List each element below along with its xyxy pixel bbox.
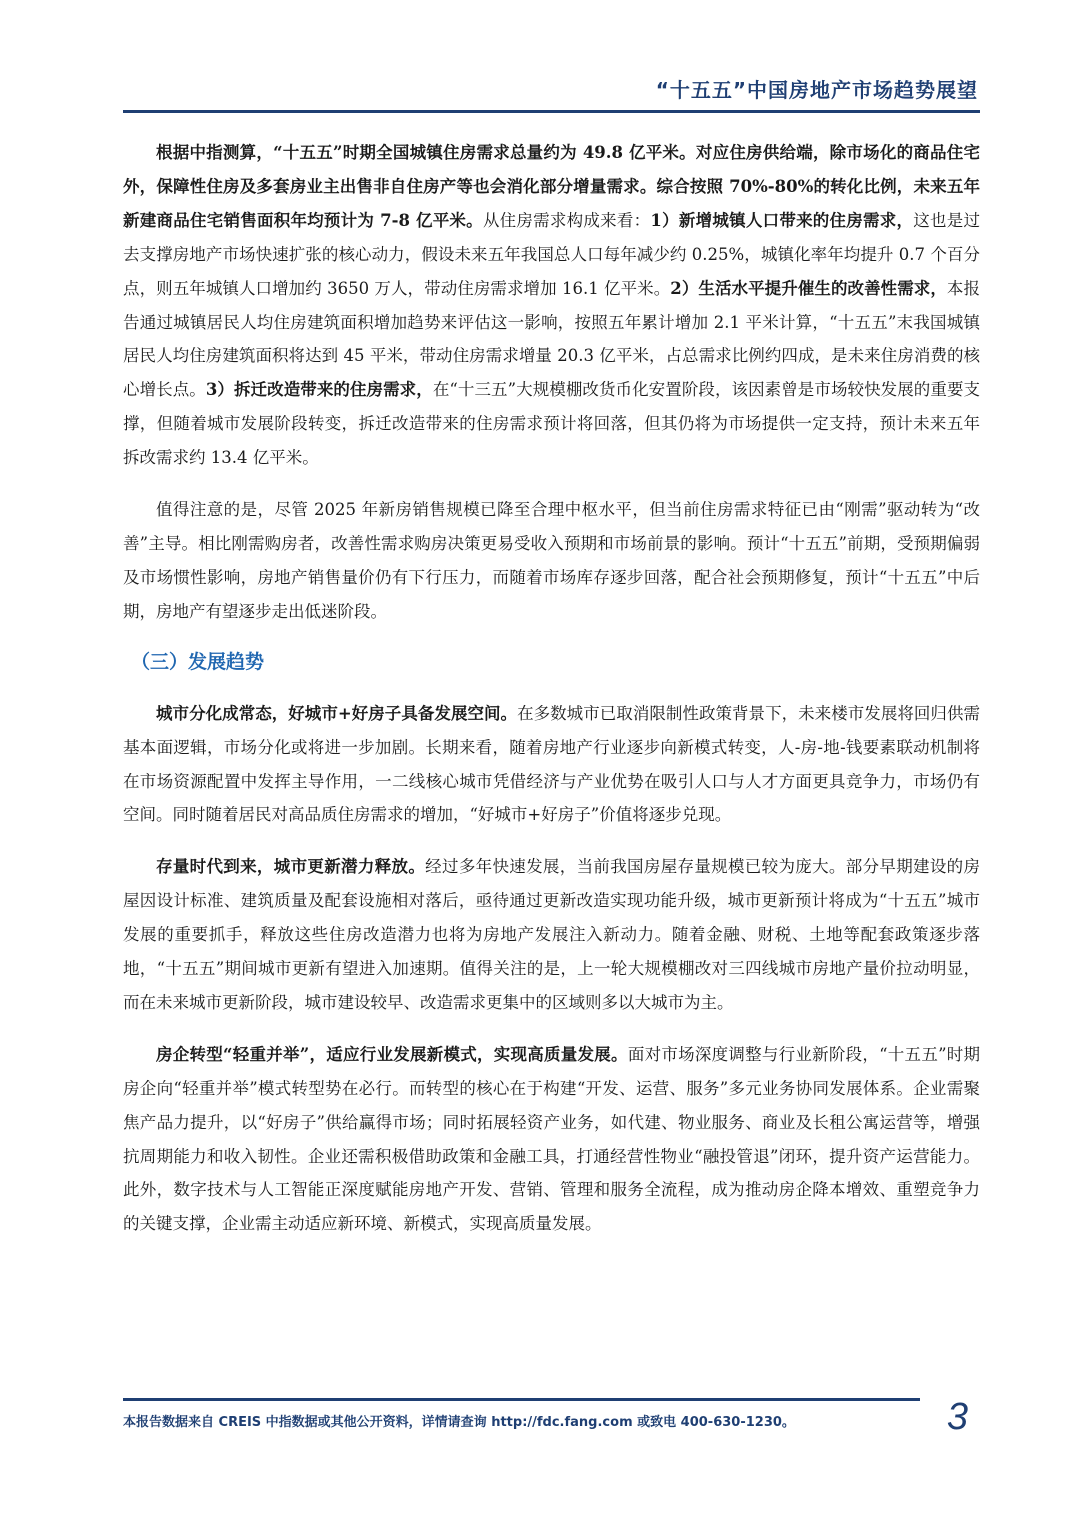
paragraph-outlook: 值得注意的是，尽管 2025 年新房销售规模已降至合理中枢水平，但当前住房需求特征已由“刚需”驱动转为“改善”主导。相比刚需购房者，改善性需求购房决策更易受收入预期和市场前景的影响。预计“十五五”前期，受预期偏弱及市场惯性影响，房地产销售量价仍有下行压力，而随着市场库存逐步回落，配合社会预期修复，预计“十五五”中后期，房地产有望逐步走出低迷阶段。 [123,500,980,621]
paragraph-lead-demand-total: 根据中指测算，“十五五”时期全国城镇住房需求总量约为 49.8 亿平米。对应住房供给端，除市场化的商品住宅外，保障性住房及多套房业主出售非自住房产等也会消化部分增量需求。综合按照 70%-80%的转化比例，未来五年新建商品住宅销售面积年均预计为 7-8 亿平米。 [123,143,980,230]
paragraph-urban-renewal [123,850,980,1020]
paragraph-text: 从住房需求构成来看： [482,210,651,230]
header-title: “十五五”中国房地产市场趋势展望 [655,78,978,102]
paragraph-lead-urban-population: 1）新增城镇人口带来的住房需求， [650,210,914,230]
paragraph-lead: 房企转型“轻重并举”，适应行业发展新模式，实现高质量发展。 [156,1044,628,1064]
paragraph-text: 本报告通过城镇居民人均住房建筑面积增加趋势来评估这一影响，按照五年累计增加 2.1 平米计算，“十五五”末我国城镇居民人均住房建筑面积将达到 45 平米，带动住房需求增量 20.3 亿平米，占总需求比例约四成，是未来住房消费的核心增长点。 [123,278,980,400]
footer-source-note: 本报告数据来自 CREIS 中指数据或其他公开资料，详情请查询 http://fdc.fang.com 或致电 400-630-1230。 [123,1415,795,1430]
paragraph-text: 面对市场深度调整与行业新阶段，“十五五”时期房企向“轻重并举”模式转型势在必行。而转型的核心在于构建“开发、运营、服务”多元业务协同发展体系。企业需聚焦产品力提升，以“好房子”供给赢得市场；同时拓展轻资产业务，如代建、物业服务、商业及长租公寓运营等，增强抗周期能力和收入韧性。企业还需积极借助政策和金融工具，打通经营性物业“融投管退”闭环，提升资产运营能力。此外，数字技术与人工智能正深度赋能房地产开发、营销、管理和服务全流程，成为推动房企降本增效、重塑竞争力的关键支撑，企业需主动适应新环境、新模式，实现高质量发展。 [123,1044,981,1234]
paragraph-lead: 存量时代到来，城市更新潜力释放。 [156,857,426,877]
paragraph-housing-demand [123,136,980,475]
paragraph-text: 这也是过去支撑房地产市场快速扩张的核心动力，假设未来五年我国总人口每年减少约 0.25%，城镇化率年均提升 0.7 个百分点，则五年城镇人口增加约 3650 万人，带动住房需求增加 16.1 亿平米。 [123,210,981,298]
section-heading: （三）发展趋势 [131,650,265,673]
paragraph-text: 在多数城市已取消限制性政策背景下，未来楼市发展将回归供需基本面逻辑，市场分化或将进一步加剧。长期来看，随着房地产行业逐步向新模式转变，人-房-地-钱要素联动机制将在市场资源配置中发挥主导作用，一二线核心城市凭借经济与产业优势在吸引人口与人才方面更具竞争力，市场仍有空间。同时随着居民对高品质住房需求的增加，“好城市+好房子”价值将逐步兑现。 [123,703,980,825]
paragraph-lead-demolition-demand: 3）拆迁改造带来的住房需求， [205,380,433,400]
paragraph-developer-transformation [123,1038,980,1241]
paragraph-city-divergence [123,697,980,833]
paragraph-lead-improvement-demand: 2）生活水平提升催生的改善性需求， [670,278,947,298]
page-number: 3 [946,1396,968,1438]
header-divider [123,110,980,113]
main-content [123,136,980,1241]
footer-divider [123,1398,920,1401]
paragraph-lead: 城市分化成常态，好城市+好房子具备发展空间。 [156,703,518,723]
paragraph-text: 经过多年快速发展，当前我国房屋存量规模已较为庞大。部分早期建设的房屋因设计标准、建筑质量及配套设施相对落后，亟待通过更新改造实现功能升级，城市更新预计将成为“十五五”城市发展的重要抓手，释放这些住房改造潜力也将为房地产发展注入新动力。随着金融、财税、土地等配套政策逐步落地，“十五五”期间城市更新有望进入加速期。值得关注的是，上一轮大规模棚改对三四线城市房地产量价拉动明显，而在未来城市更新阶段，城市建设较早、改造需求更集中的区域则多以大城市为主。 [123,857,981,1012]
paragraph-text: 在“十三五”大规模棚改货币化安置阶段，该因素曾是市场较快发展的重要支撑，但随着城市发展阶段转变，拆迁改造带来的住房需求预计将回落，但其仍将为市场提供一定支持，预计未来五年拆改需求约 13.4 亿平米。 [123,380,981,468]
